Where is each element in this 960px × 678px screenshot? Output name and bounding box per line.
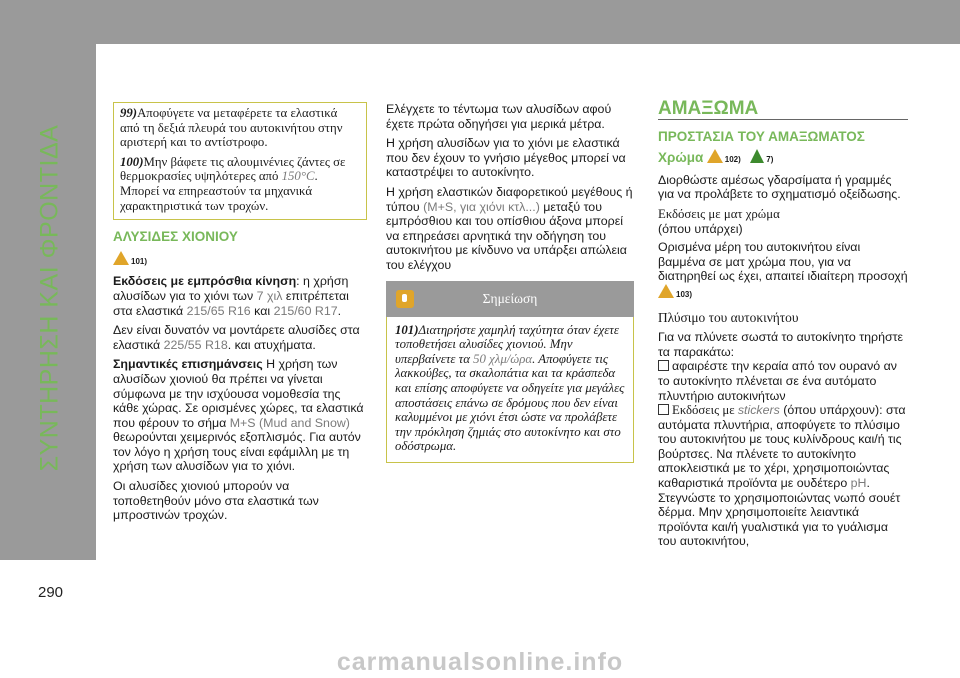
section-side-title: ΣΥΝΤΗΡΗΣΗ ΚΑΙ ΦΡΟΝΤΙΔΑ	[35, 124, 64, 472]
list-item-sticker-versions: Εκδόσεις με stickers (όπου υπάρχουν): στα αυτόματα πλυντήρια, αποφύγετε το πλύσιμο του αυτοκινήτου με τους κυλίνδρους και/ή τις βούρτσες. Να πλένετε το αυτοκίνητο αποκλειστικά με το χέρι, χρησιμοποιώντας καθαριστικά προϊόντα με ουδέτερο pH. Στεγνώστε το χρησιμοποιώντας νωπό σουέτ δέρμα. Μην χρησιμοποιείτε λειαντικά προϊόντα και/ή γυαλιστικά για το γυάλισμα του αυτοκινήτου,	[658, 403, 906, 549]
heading-snow-chains: ΑΛΥΣΙΔΕΣ ΧΙΟΝΙΟΥ	[113, 229, 238, 245]
checkbox-bullet-icon	[658, 404, 669, 415]
paragraph-matte-versions: Εκδόσεις με ματ χρώμα (όπου υπάρχει)	[658, 206, 780, 236]
page-number: 290	[38, 584, 64, 601]
top-banner	[0, 0, 960, 44]
paint-heading-row: Χρώμα 102) 7)	[658, 150, 774, 166]
warning-box	[113, 102, 367, 220]
paragraph-front-drive: Εκδόσεις με εμπρόσθια κίνηση: η χρήση αλυσίδων για το χιόνι των 7 χιλ επιτρέπεται στα ελαστικά 215/65 R16 και 215/60 R17.	[113, 274, 349, 318]
watermark: carmanualsonline.info	[336, 648, 624, 676]
column-2	[386, 102, 634, 463]
paragraph-check-tension: Ελέγχετε το τέντωμα των αλυσίδων αφού έχετε πρώτα οδηγήσει για μερικά μέτρα.	[386, 102, 612, 131]
paragraph-important-notes: Σημαντικές επισημάνσεις Η χρήση των αλυσίδων χιονιού θα πρέπει να γίνεται σύμφωνα με την ισχύουσα νομοθεσία της κάθε χώρας. Σε ορισμένες χώρες, τα ελαστικά που φέρουν το σήμα M+S (Mud and Snow) θεωρούνται χειμερινός εξοπλισμός. Για αυτόν τον λόγο η χρήση τους είναι εφάμιλλη με τη χρήση των αλυσίδων για το χιόνι.	[113, 357, 364, 474]
paragraph-fix-scratches: Διορθώστε αμέσως γδαρσίματα ή γραμμές για να προλάβετε το σχηματισμό οξείδωσης.	[658, 172, 901, 202]
list-item-remove-antenna: αφαιρέστε την κεραία από τον ουρανό αν το αυτοκίνητο πλένεται σε ένα αυτόματο πλυντήριο αυτοκινήτων	[658, 359, 897, 403]
note-header: Σημείωση	[386, 281, 634, 317]
heading-refs: 101)	[113, 251, 367, 270]
heading-body-protection: ΠΡΟΣΤΑΣΙΑ ΤΟΥ ΑΜΑΞΩΜΑΤΟΣ	[658, 128, 865, 144]
warning-triangle-icon	[658, 284, 674, 298]
column-1	[113, 102, 367, 528]
caution-hand-icon	[396, 290, 414, 308]
paragraph-mount-restriction: Δεν είναι δυνατόν να μοντάρετε αλυσίδες στα ελαστικά 225/55 R18. και ατυχήματα.	[113, 323, 360, 352]
warning-triangle-icon	[707, 149, 723, 163]
note-box	[386, 317, 634, 463]
environment-leaf-icon	[750, 149, 764, 163]
note-paragraph-101: 101)Διατηρήστε χαμηλή ταχύτητα όταν έχετε τοποθετήσει αλυσίδες χιονιού. Μην υπερβαίνετε τα 50 χλμ/ώρα. Αποφύγετε τις λακκούβες, τα σκαλοπάτια και τα κράσπεδα και επίσης αποφύγετε να οδηγείτε για μεγάλες αποστάσεις επάνω σε δρόμους που δεν είναι καλυμμένοι με χιόνι έτσι ώστε να προλάβετε την πρόκληση ζημιάς στο αυτοκίνητο και στο οδόστρωμα.	[395, 322, 625, 454]
paragraph-front-wheels-only: Οι αλυσίδες χιονιού μπορούν να τοποθετηθούν μόνο στα ελαστικά των μπροστινών τροχών.	[113, 479, 319, 523]
checkbox-bullet-icon	[658, 360, 669, 371]
paragraph-mixed-tyres: Η χρήση ελαστικών διαφορετικού μεγέθους ή τύπου (M+S, για χιόνι κτλ...) μεταξύ του εμπρόσθιου και του οπίσθιου άξονα μπορεί να επηρεάσει αρνητικά την οδήγηση του αυτοκινήτου με κίνδυνο να υπάρξει απώλεια του ελέγχου	[386, 184, 633, 272]
paragraph-wash-intro: Για να πλύνετε σωστά το αυτοκίνητο τηρήστε τα παρακάτω:	[658, 330, 904, 359]
heading-paint: Χρώμα	[658, 150, 704, 166]
heading-car-wash: Πλύσιμο του αυτοκινήτου	[658, 309, 799, 325]
paragraph-non-genuine-size: Η χρήση αλυσίδων για το χιόνι με ελαστικά που δεν έχουν το γνήσιο μέγεθος μπορεί να καταστρέψει το αυτοκίνητο.	[386, 136, 626, 180]
section-title-bodywork: ΑΜΑΞΩΜΑ	[658, 102, 908, 120]
column-3	[658, 98, 908, 554]
warning-paragraph-99: 99)Αποφύγετε να μεταφέρετε τα ελαστικά από τη δεξιά πλευρά του αυτοκινήτου στην αριστερή και το αντίστροφο.	[120, 106, 343, 150]
warning-triangle-icon	[113, 251, 129, 265]
warning-paragraph-100: 100)Μην βάφετε τις αλουμινένιες ζάντες σε θερμοκρασίες υψηλότερες από 150°C. Μπορεί να επηρεαστούν τα μηχανικά χαρακτηριστικά των τροχών.	[120, 154, 346, 213]
paragraph-matte-care: Ορισμένα μέρη του αυτοκινήτου είναι βαμμένα σε ματ χρώμα που, για να διατηρηθεί ως έχει, απαιτεί ιδιαίτερη προσοχή 103)	[658, 240, 908, 299]
